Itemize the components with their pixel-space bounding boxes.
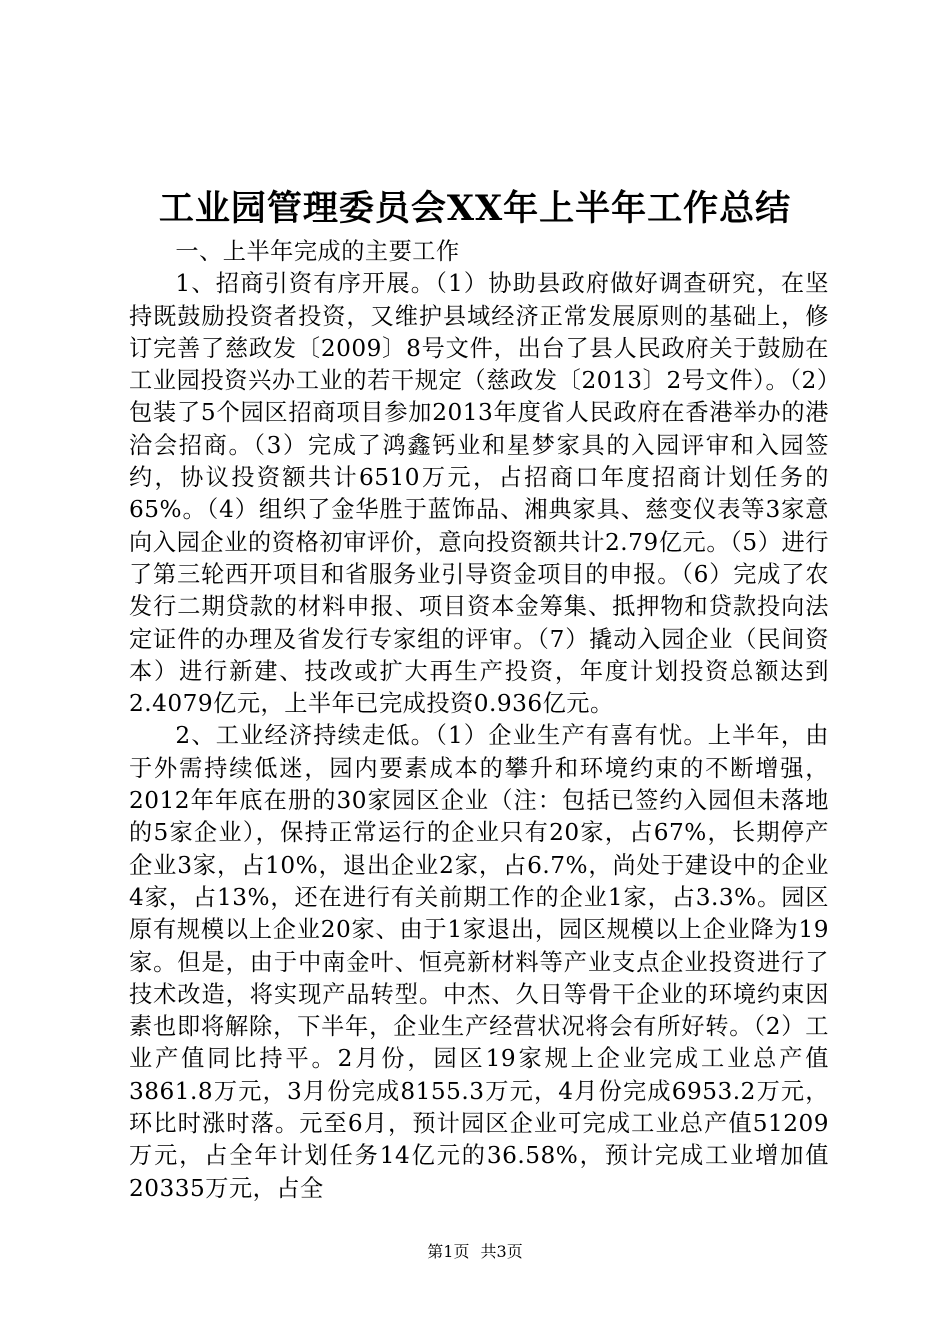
page-total: 共3页 <box>480 1242 523 1261</box>
section-heading: 一、上半年完成的主要工作 <box>175 238 460 265</box>
paragraph-investment: 1、招商引资有序开展。（1）协助县政府做好调查研究，在坚持既鼓励投资者投资，又维护县域经济正常发展原则的基础上，修订完善了慈政发〔2009〕8号文件，出台了县人民政府关于鼓励在工业园投资兴办工业的若干规定（慈政发〔2013〕2号文件）。（2）包装了5个园区招商项目参加2013年度省人民政府在香港举办的港洽会招商。（3）完成了鸿鑫钙业和星梦家具的入园评审和入园签约，协议投资额共计6510万元，占招商口年度招商计划任务的65%。（4）组织了金华胜于蓝饰品、湘典家具、慈变仪表等3家意向入园企业的资格初审评价，意向投资额共计2.79亿元。（5）进行了第三轮西开项目和省服务业引导资金项目的申报。（6）完成了农发行二期贷款的材料申报、项目资本金筹集、抵押物和贷款投向法定证件的办理及省发行专家组的评审。（7）撬动入园企业（民间资本）进行新建、技改或扩大再生产投资，年度计划投资总额达到2.4079亿元，上半年已完成投资0.936亿元。 <box>129 270 829 718</box>
document-body <box>129 236 829 1205</box>
page-footer <box>0 1241 950 1263</box>
page-number: 第1页 <box>427 1242 470 1261</box>
document-title: 工业园管理委员会XX年上半年工作总结 <box>158 188 792 229</box>
paragraph-industrial-economy: 2、工业经济持续走低。（1）企业生产有喜有忧。上半年，由于外需持续低迷，园内要素成本的攀升和环境约束的不断增强，2012年年底在册的30家园区企业（注：包括已签约入园但未落地的5家企业），保持正常运行的企业只有20家，占67%，长期停产企业3家，占10%，退出企业2家，占6.7%，尚处于建设中的企业4家，占13%，还在进行有关前期工作的企业1家，占3.3%。园区原有规模以上企业20家、由于1家退出，园区规模以上企业降为19家。但是，由于中南金叶、恒亮新材料等产业支点企业投资进行了技术改造，将实现产品转型。中杰、久日等骨干企业的环境约束因素也即将解除，下半年，企业生产经营状况将会有所好转。（2）工业产值同比持平。2月份，园区19家规上企业完成工业总产值3861.8万元，3月份完成8155.3万元，4月份完成6953.2万元，环比时涨时落。元至6月，预计园区企业可完成工业总产值51209万元，占全年计划任务14亿元的36.58%，预计完成工业增加值20335万元，占全 <box>129 722 829 1202</box>
